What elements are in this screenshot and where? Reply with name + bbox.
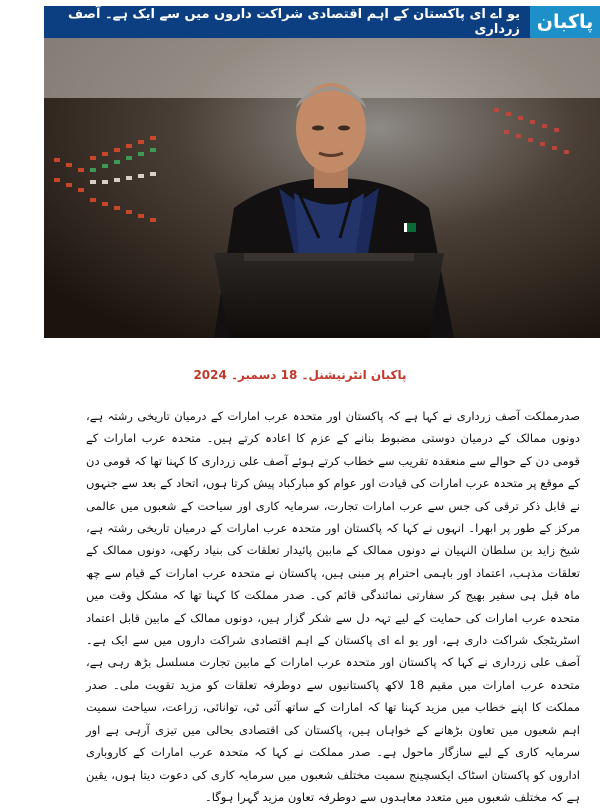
news-photo-illustration bbox=[44, 38, 600, 338]
news-photo bbox=[44, 38, 600, 338]
headline-banner bbox=[44, 6, 600, 38]
brand-label: پاکبان bbox=[530, 6, 600, 38]
article-paragraph: صدرمملکت آصف زرداری نے کہا ہے کہ پاکستان اور متحدہ عرب امارات کے درمیان تاریخی رشتہ ہے، دونوں ممالک کے درمیان دوستی مضبوط بنانے کے عزم کا اعادہ کرتے ہیں۔ متحدہ عرب امارات کے قومی دن کے حوالے سے منعقدہ تقریب سے خطاب کرتے ہوئے آصف علی زرداری کا کہنا تھا کہ قومی دن کے موقع پر متحدہ عرب امارات کی قیادت اور عوام کو مبارکباد پیش کرتا ہوں، اتحاد کے بعد سے جنہوں نے قابل ذکر ترقی کی جس سے عرب امارات تجارت، سرمایہ کاری اور سیاحت کے شعبوں میں عالمی مرکز کے طور پر ابھرا۔ انہوں نے کہا کہ پاکستان اور متحدہ عرب امارات کے درمیان تاریخی رشتہ ہے، شیخ زاید بن سلطان النہیان نے دونوں ممالک کے مابین پائیدار تعلقات کی بنیاد رکھی، دونوں ممالک کے تعلقات مذہب، اعتماد اور باہمی احترام پر مبنی ہیں، پاکستان نے متحدہ عرب امارات کے قیام سے چھ ماہ قبل ہی سفیر بھیج کر سفارتی نمائندگی قائم کی۔ صدر مملکت کا کہنا تھا کہ مشکل وقت میں متحدہ عرب امارات کی حمایت کے لیے تہہ دل سے شکر گزار ہیں، دونوں ممالک کے مابین قابل اعتماد اسٹریٹجک شراکت داری ہے، اور یو اے ای پاکستان کے اہم اقتصادی شراکت داروں میں سے ایک ہے۔ آصف علی زرداری نے کہا کہ پاکستان اور متحدہ عرب امارات کے مابین تجارت مسلسل بڑھ رہی ہے، متحدہ عرب امارات میں مقیم 18 لاکھ پاکستانیوں سے دوطرفہ تعلقات کو مزید تقویت ملی۔ صدر مملکت کا اپنے خطاب میں مزید کہنا تھا کہ امارات کے ساتھ آئی ٹی، توانائی، زراعت، سیاحت سمیت اہم شعبوں میں تعاون بڑھانے کے خواہاں ہیں، پاکستان کی اقتصادی بحالی میں تیزی آرہی ہے اور سرمایہ کاری کے لیے سازگار ماحول ہے۔ صدر مملکت نے کہا کہ متحدہ عرب امارات کے کاروباری اداروں کو پاکستان اسٹاک ایکسچینج سمیت مختلف شعبوں میں سرمایہ کاری کی دعوت دیتا ہوں، یقین ہے کہ مختلف شعبوں میں متعدد معاہدوں سے دوطرفہ تعاون مزید گہرا ہوگا۔ bbox=[86, 409, 580, 804]
dateline: پاکبان انٹرنیشنل۔ 18 دسمبر۔ 2024 bbox=[193, 368, 407, 382]
headline-title: یو اے ای پاکستان کے اہم اقتصادی شراکت داروں میں سے ایک ہے۔ آصف زرداری bbox=[44, 6, 530, 38]
podium bbox=[214, 253, 444, 338]
article-body bbox=[86, 405, 580, 808]
